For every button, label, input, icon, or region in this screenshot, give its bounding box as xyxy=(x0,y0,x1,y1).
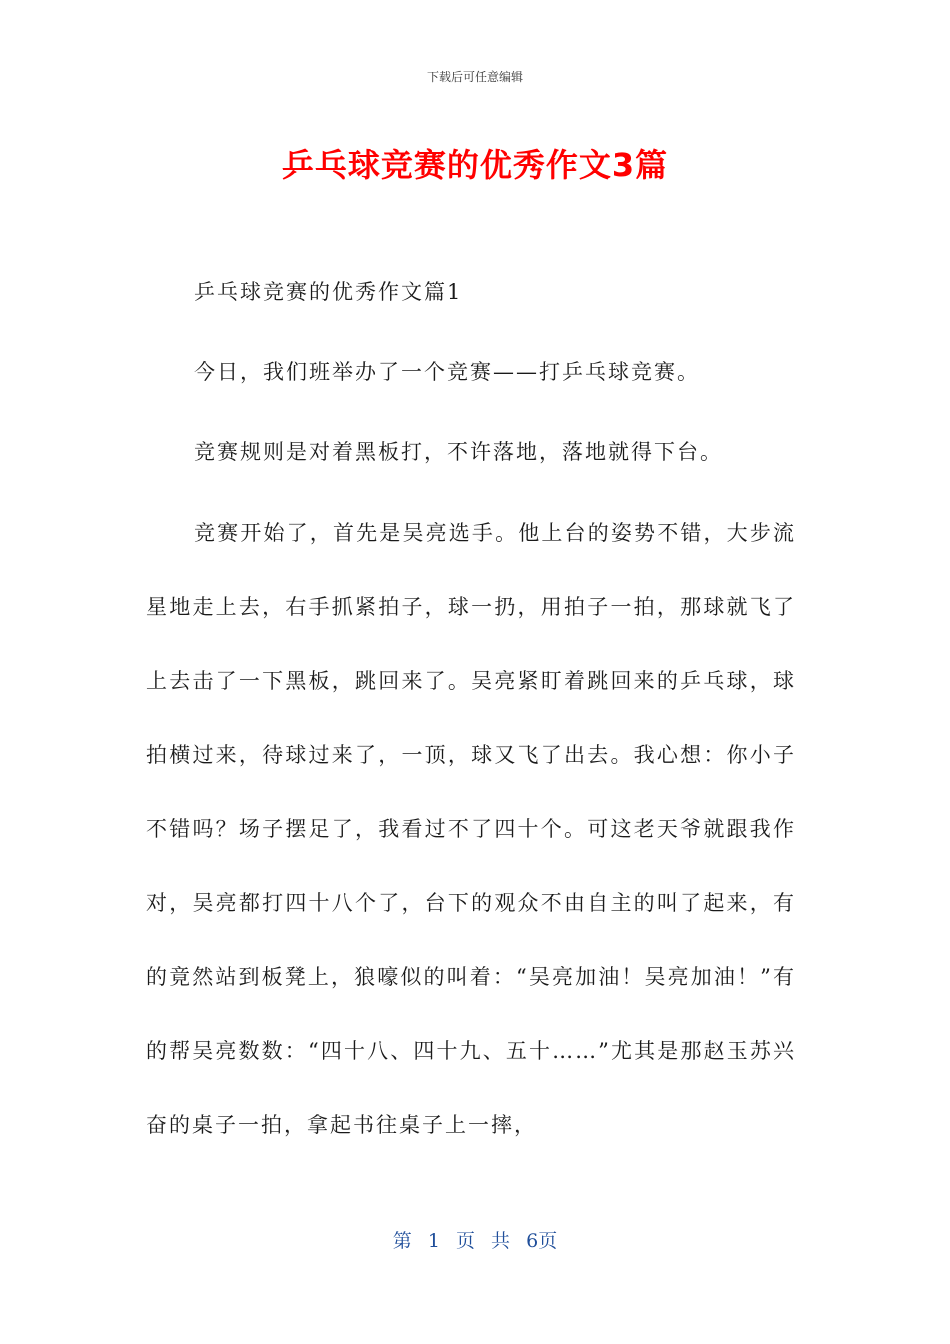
paragraph-subtitle: 乒乓球竞赛的优秀作文篇1 xyxy=(194,280,463,304)
paragraph: 竞赛开始了，首先是吴亮选手。他上台的姿势不错，大步流星地走上去，右手抓紧拍子，球一扔，用拍子一拍，那球就飞了上去击了一下黑板，跳回来了。吴亮紧盯着跳回来的乒乓球，球拍横过来，待球过来了，一顶，球又飞了出去。我心想：你小子不错吗？场子摆足了，我看过不了四十个。可这老天爷就跟我作对，吴亮都打四十八个了，台下的观众不由自主的叫了起来，有的竟然站到板凳上，狼嚎似的叫着：“吴亮加油！吴亮加油！”有的帮吴亮数数：“四十八、四十九、五十……”尤其是那赵玉苏兴奋的桌子一拍，拿起书往桌子上一摔， xyxy=(146,521,796,1137)
document-body xyxy=(146,272,796,1202)
document-title: 乒乓球竞赛的优秀作文3篇 xyxy=(281,146,669,184)
footer-total-label: 共 xyxy=(491,1230,511,1252)
footer-prefix: 第 xyxy=(392,1230,412,1252)
footer-page-label: 页 xyxy=(455,1230,475,1252)
page-header-note: 下载后可任意编辑 xyxy=(426,70,523,84)
page-footer xyxy=(0,1226,950,1253)
paragraph: 今日，我们班举办了一个竞赛——打乒乓球竞赛。 xyxy=(194,360,700,384)
footer-current-page: 1 xyxy=(427,1230,440,1252)
footer-total-pages: 6页 xyxy=(526,1230,558,1252)
paragraph: 竞赛规则是对着黑板打，不许落地，落地就得下台。 xyxy=(194,440,723,464)
